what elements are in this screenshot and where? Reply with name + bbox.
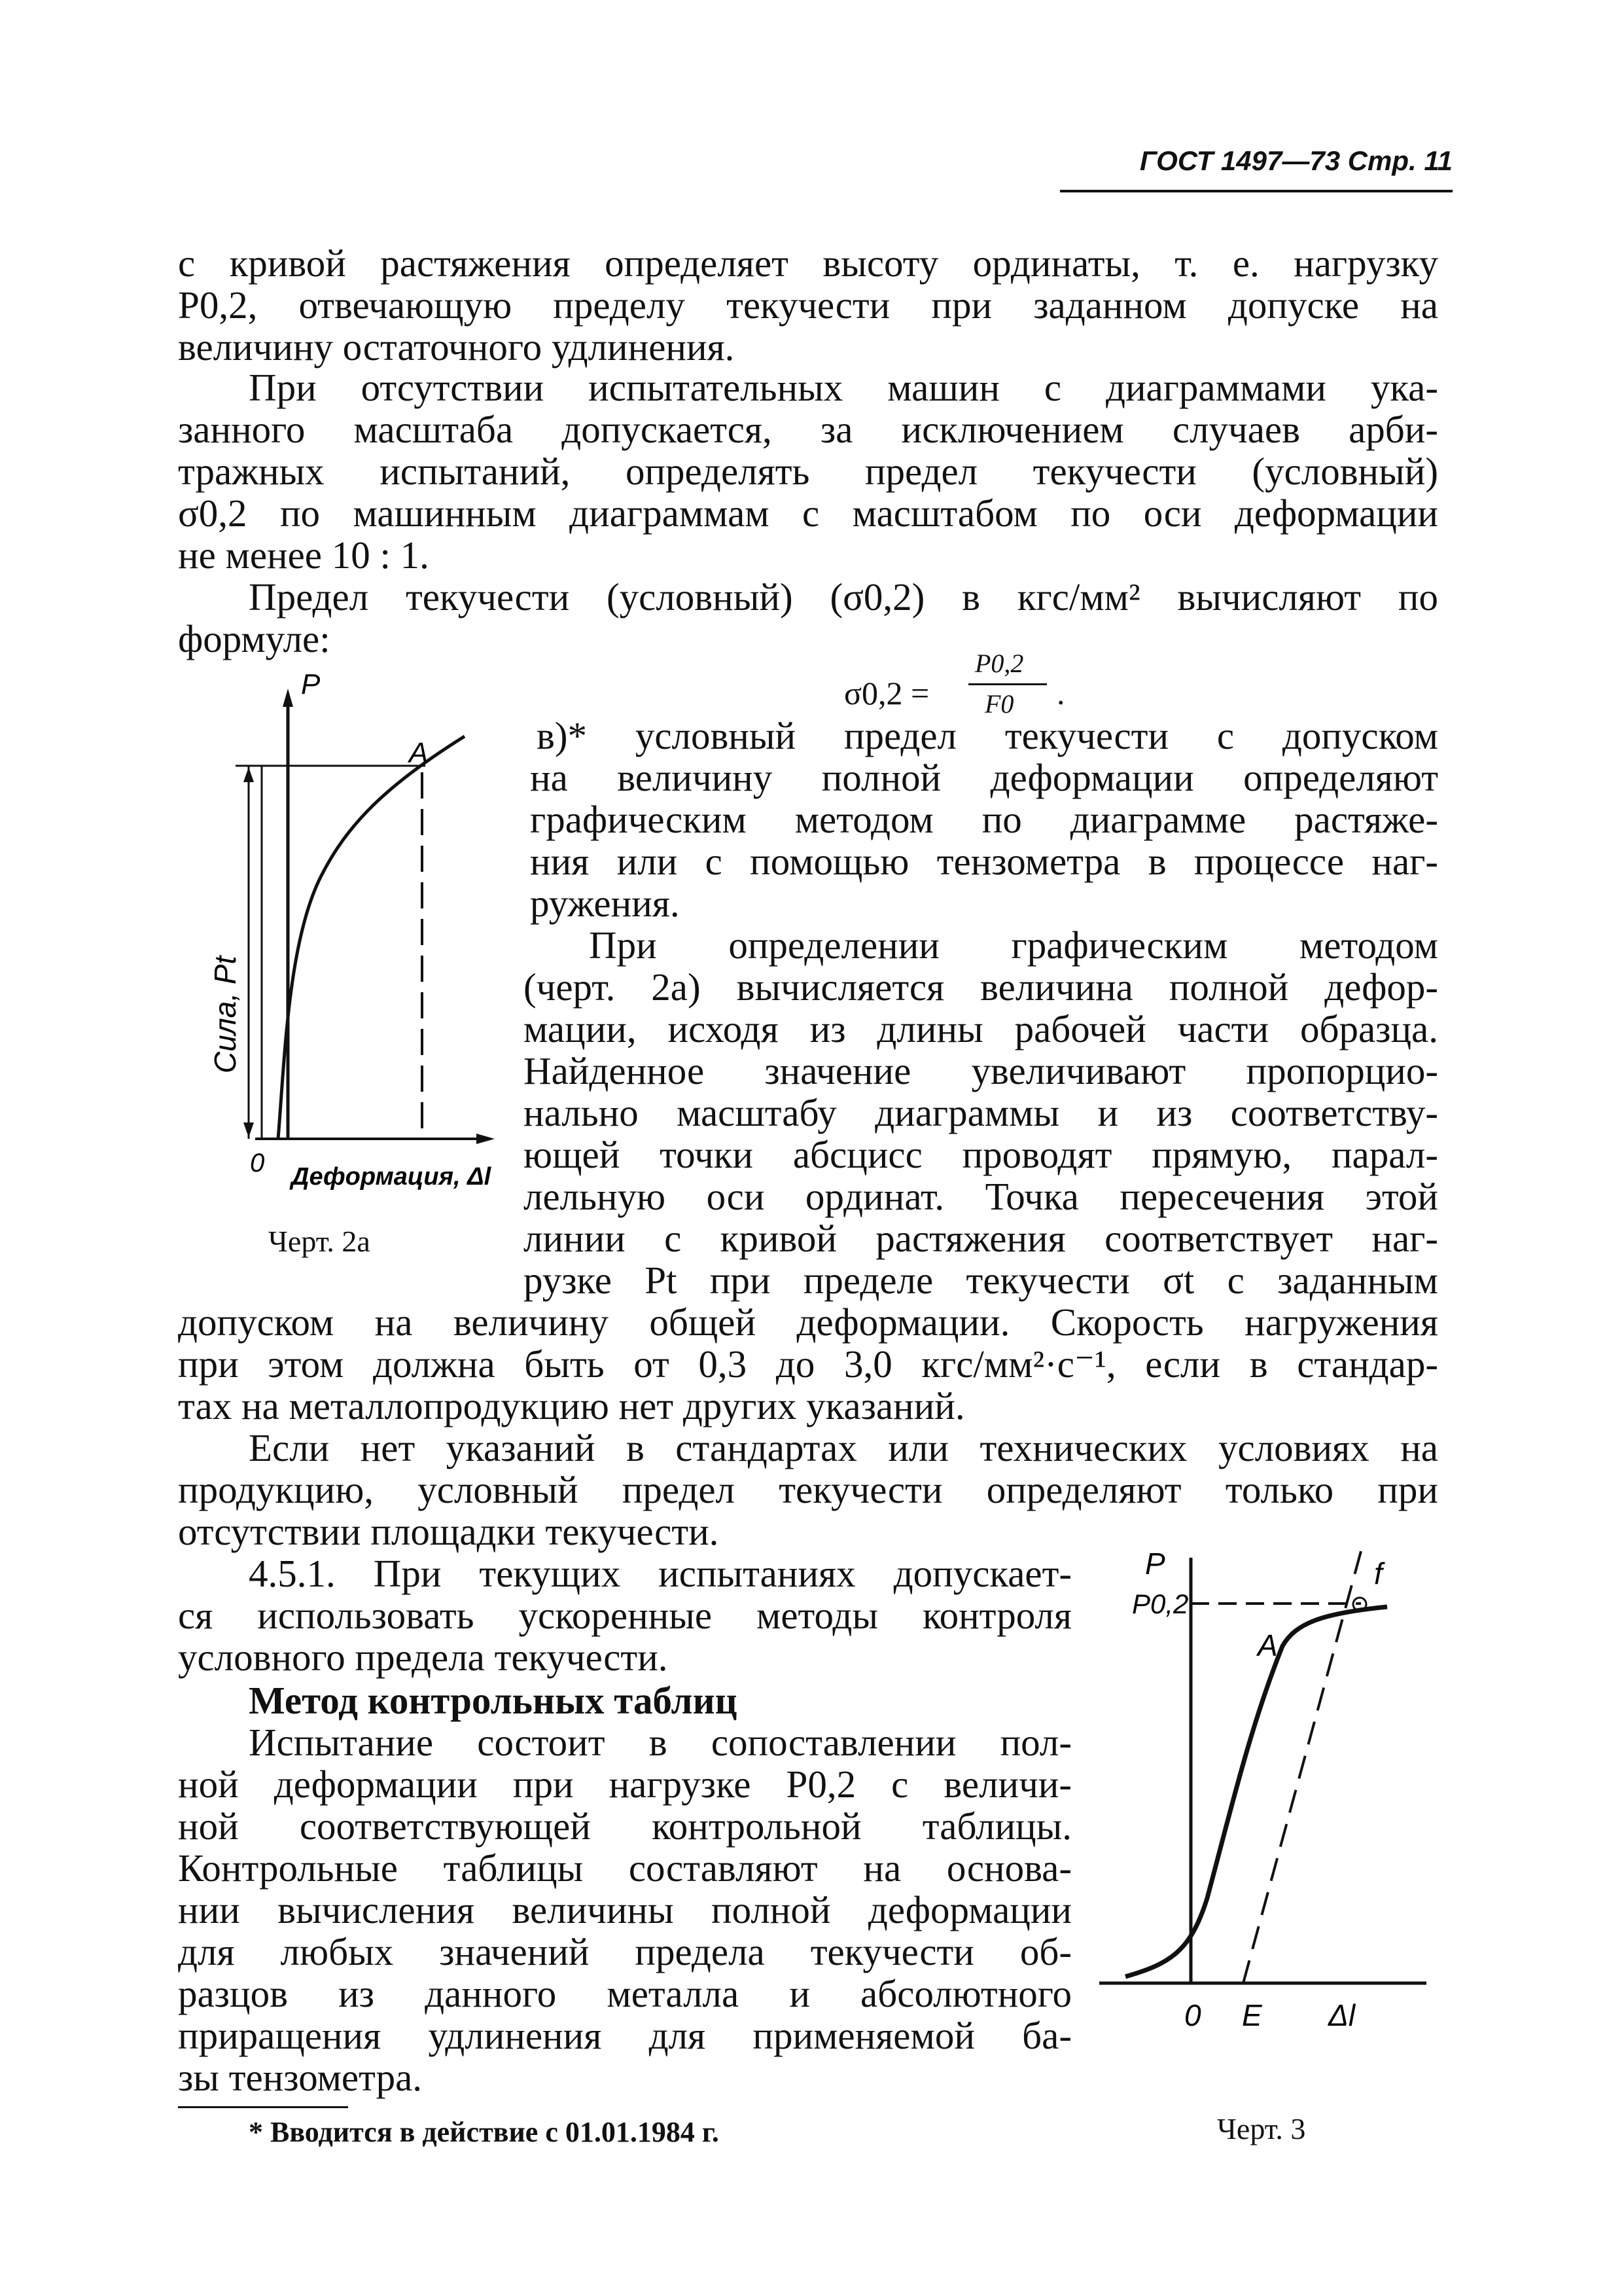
para5-full-line2: при этом должна быть от 0,3 до 3,0 кгс/мм²·с⁻¹, если в стандар- [178,1342,1438,1386]
para5-line1: При определении графическим методом [589,924,1438,967]
para8-line7: разцов из данного металла и абсолютного [178,1972,1072,2015]
fig2a-y-arrow [283,689,293,707]
fig3-origin: 0 [1184,1998,1201,2029]
para2-line4: σ0,2 по машинным диаграммам с масштабом по оси деформации [178,492,1438,535]
para6-line2: продукцию, условный предел текучести определяют только при [178,1468,1438,1511]
fig2a-x-arrow [476,1134,495,1144]
para1-line1: с кривой растяжения определяет высоту ординаты, т. е. нагрузку [178,242,1438,285]
formula-numerator: P0,2 [975,649,1024,678]
para1-line2: P0,2, отвечающую пределу текучести при заданном допуске на [178,283,1438,327]
para6-line3: отсутствии площадки текучести. [178,1510,719,1553]
formula-denominator: F0 [985,689,1014,719]
para8-line4: Контрольные таблицы составляют на основа- [178,1846,1072,1890]
para5-line5: нально масштабу диаграммы и из соответству- [523,1091,1438,1134]
para6-line1: Если нет указаний в стандартах или технических условиях на [249,1426,1438,1469]
page-header: ГОСТ 1497—73 Стр. 11 [1139,145,1453,176]
para5-line6: ющей точки абсцисс проводят прямую, парал- [523,1133,1438,1176]
para8-line2: ной деформации при нагрузке P0,2 с величи- [178,1763,1072,1806]
fig2a-caption: Черт. 2а [268,1225,370,1258]
para5-line7: лельную оси ординат. Точка пересечения этой [523,1175,1438,1218]
fig3-caption: Черт. 3 [1217,2112,1306,2145]
figure-2a [196,668,523,1217]
footnote-rule [178,2106,348,2108]
fig2a-y-axis-label: Сила, Pt [208,956,242,1073]
para7-line1: 4.5.1. При текущих испытаниях допускает- [249,1552,1072,1595]
para3-line1: Предел текучести (условный) (σ0,2) в кгс/мм² вычисляют по [249,575,1438,619]
fraction-bar [968,683,1047,685]
para3-line2: формуле: [178,617,330,660]
para7-line2: ся использовать ускоренные методы контроля [178,1594,1072,1637]
para5-line9: рузке Pt при пределе текучести σt с заданным [523,1259,1438,1302]
formula-end: . [1057,675,1065,711]
para8-line5: нии вычисления величины полной деформации [178,1888,1072,1931]
fig2a-x-axis-label: Деформация, Δl [291,1163,491,1191]
fig2a-dim-arrow-bottom [243,1122,254,1138]
para7-line3: условного предела текучести. [178,1636,668,1679]
para4-line5: ружения. [530,882,680,925]
fig3-a-label: A [1258,1628,1278,1662]
figure-3 [1086,1532,1479,2029]
para2-line1: При отсутствии испытательных машин с диаграммами ука- [249,366,1438,409]
para4-line1: в)* условный предел текучести с допуском [537,714,1438,757]
header-rule [1060,190,1453,192]
section-title: Метод контрольных таблиц [249,1679,737,1722]
para8-line3: ной соответствующей контрольной таблицы. [178,1804,1072,1848]
para5-full-line3: тах на металлопродукцию нет других указаний. [178,1384,965,1427]
formula-lhs: σ0,2 = [844,675,930,711]
para8-line9: зы тензометра. [178,2056,423,2099]
fig3-e-label: E [1242,1998,1262,2029]
para5-line4: Найденное значение увеличивают пропорцио- [523,1049,1438,1092]
para8-line6: для любых значений предела текучести об- [178,1930,1072,1973]
para2-line3: тражных испытаний, определять предел текучести (условный) [178,450,1438,493]
para5-line8: линии с кривой растяжения соответствует наг- [523,1217,1438,1260]
para4-line2: на величину полной деформации определяют [530,756,1438,799]
fig3-p02-label: P0,2 [1132,1588,1189,1619]
para5-line2: (черт. 2а) вычисляется величина полной дефор- [523,965,1438,1009]
fig3-offset-dashed-line [1243,1551,1361,1983]
fig2a-p-label: P [301,668,321,700]
fig3-dl-label: Δl [1328,1998,1356,2029]
fig2a-dim-arrow-top [243,767,254,782]
para8-line8: приращения удлинения для применяемой ба- [178,2014,1072,2057]
fig2a-tension-curve [278,736,465,1139]
para1-line3: величину остаточного удлинения. [178,325,735,368]
para8-line1: Испытание состоит в сопоставлении пол- [249,1721,1072,1764]
fig3-f-label: f [1374,1556,1383,1590]
para5-line3: мации, исходя из длины рабочей части образца. [523,1007,1438,1050]
fig3-p-label: P [1145,1547,1165,1581]
fig3-tension-curve [1125,1607,1387,1977]
para2-line2: занного масштаба допускается, за исключением случаев арби- [178,408,1438,451]
para4-line4: ния или с помощью тензометра в процессе наг- [530,840,1438,883]
footnote: * Вводится в действие с 01.01.1984 г. [249,2116,719,2148]
fig2a-a-label: A [409,737,429,769]
para2-line5: не менее 10 : 1. [178,533,429,577]
para5-full-line1: допуском на величину общей деформации. Скорость нагружения [178,1300,1438,1344]
para4-line3: графическим методом по диаграмме растяже- [530,798,1438,841]
fig2a-origin: 0 [250,1149,265,1177]
